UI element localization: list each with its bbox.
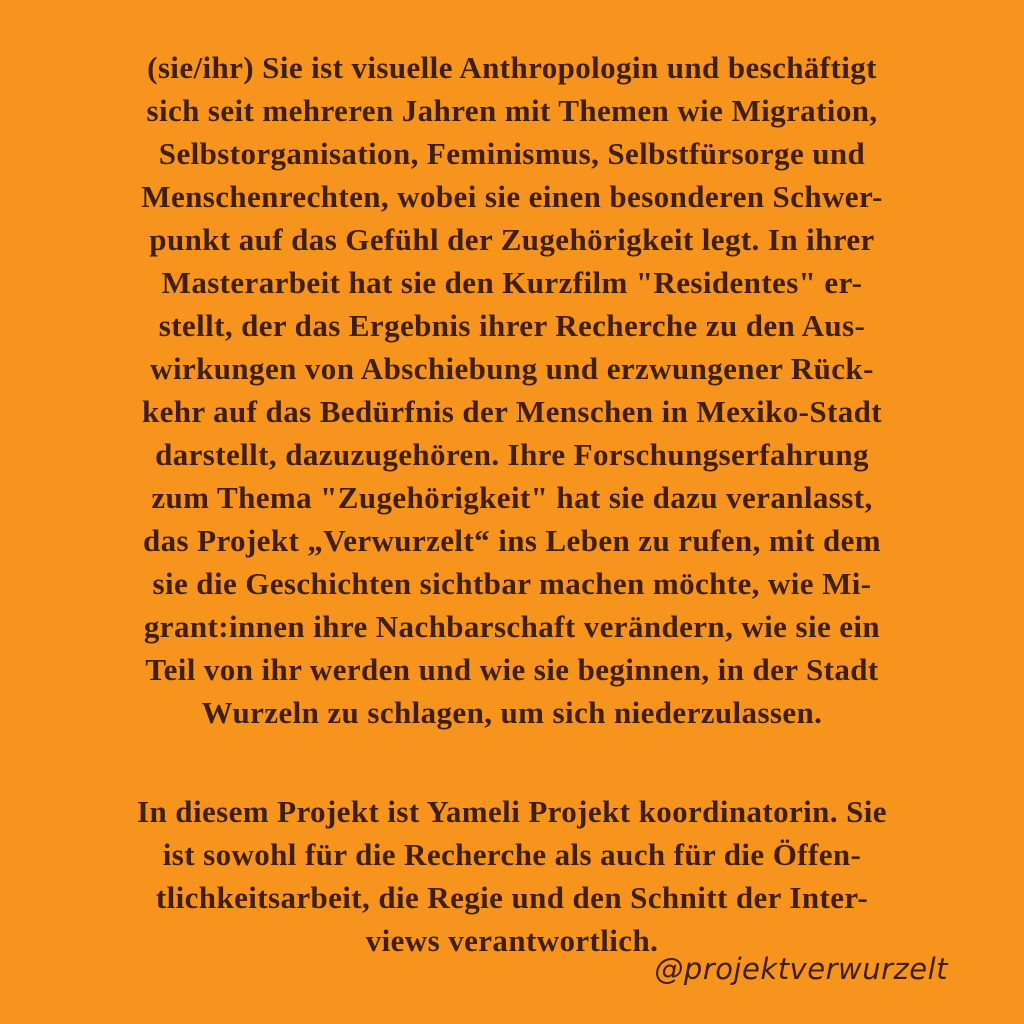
instagram-handle: @projektverwurzelt [654, 952, 948, 986]
bio-line: grant:innen ihre Nachbarschaft verändern, wie sie ein [143, 609, 881, 644]
bio-line: tlichkeitsarbeit, die Regie und den Schnitt der Inter- [155, 880, 869, 915]
bio-line: Wurzeln zu schlagen, um sich niederzulassen. [201, 695, 823, 730]
bio-line: (sie/ihr) Sie ist visuelle Anthropologin und beschäftigt [147, 50, 877, 85]
bio-line: Menschenrechten, wobei sie einen besonderen Schwer- [141, 179, 883, 214]
bio-line: kehr auf das Bedürfnis der Menschen in Mexiko-Stadt [141, 394, 883, 429]
bio-line: zum Thema "Zugehörigkeit" hat sie dazu veranlasst, [151, 480, 873, 515]
bio-line: darstellt, dazuzugehören. Ihre Forschungserfahrung [155, 437, 869, 472]
bio-line: views verantwortlich. [365, 923, 659, 958]
bio-line: Teil von ihr werden und wie sie beginnen, in der Stadt [145, 652, 879, 687]
bio-line: das Projekt „Verwurzelt“ ins Leben zu rufen, mit dem [142, 523, 882, 558]
bio-line: ist sowohl für die Recherche als auch für die Öffen- [162, 837, 862, 872]
bio-paragraph-1 [38, 46, 986, 734]
bio-line: sich seit mehreren Jahren mit Themen wie Migration, [146, 93, 878, 128]
bio-line: Selbstorganisation, Feminismus, Selbstfürsorge und [158, 136, 866, 171]
bio-line: Masterarbeit hat sie den Kurzfilm "Residentes" er- [161, 265, 863, 300]
bio-line: wirkungen von Abschiebung und erzwungener Rück- [150, 351, 874, 386]
bio-line: sie die Geschichten sichtbar machen möchte, wie Mi- [152, 566, 872, 601]
bio-line: In diesem Projekt ist Yameli Projekt koordinatorin. Sie [137, 794, 887, 829]
bio-line: stellt, der das Ergebnis ihrer Recherche zu den Aus- [158, 308, 866, 343]
bio-paragraph-2 [38, 790, 986, 962]
bio-line: punkt auf das Gefühl der Zugehörigkeit legt. In ihrer [149, 222, 875, 257]
